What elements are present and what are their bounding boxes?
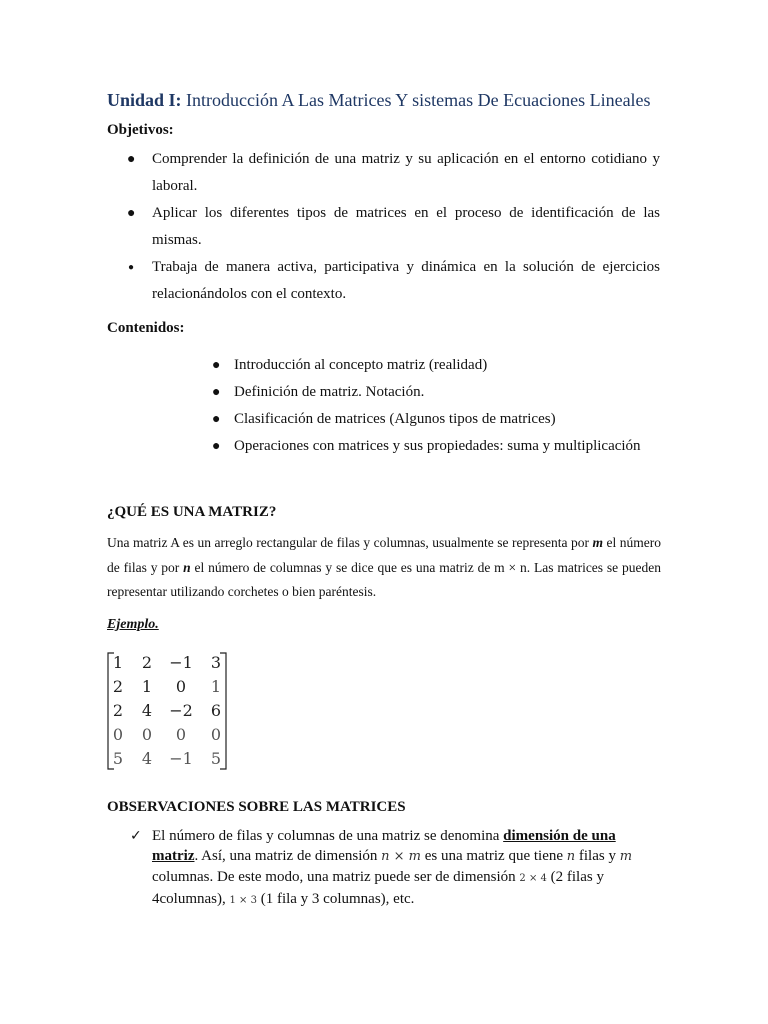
matrix-cell: 1 <box>141 677 153 696</box>
matrix-cell: −1 <box>169 653 193 672</box>
dim-nxm: n × m <box>381 849 421 864</box>
matrix-cell: 0 <box>175 677 187 696</box>
matrix-cell: −1 <box>169 749 193 768</box>
bullet-icon: ● <box>128 262 135 273</box>
m-symbol: m <box>592 535 604 550</box>
matrix-cell: 2 <box>112 701 124 720</box>
ejemplo-label: Ejemplo. <box>107 617 159 632</box>
matrix-cell: −2 <box>169 701 193 720</box>
checkmark-icon: ✓ <box>130 828 142 844</box>
bullet-icon: ● <box>127 206 136 221</box>
title-text: Introducción A Las Matrices Y sistemas De Ecuaciones Lineales <box>186 90 651 110</box>
example-matrix <box>106 651 232 771</box>
list-item: ● Clasificación de matrices (Algunos tipos de matrices) <box>212 406 641 433</box>
dimension-term: dimensión de una matriz <box>152 828 616 864</box>
matrix-cell: 1 <box>210 677 222 696</box>
matrix-svg <box>106 651 232 771</box>
matrix-cell: 0 <box>141 725 153 744</box>
list-item: ● Trabaja de manera activa, participativa y dinámica en la solución de ejercicios relacionándolos con el contexto. <box>107 254 660 308</box>
list-item: ● Introducción al concepto matriz (realidad) <box>212 352 641 379</box>
matrix-cell: 6 <box>210 701 222 720</box>
list-item: ● Definición de matriz. Notación. <box>212 379 641 406</box>
definition-paragraph: Una matriz A es un arreglo rectangular de filas y columnas, usualmente se representa por m el número de filas y por n el número de columnas y se dice que es una matriz de m × n. Las matrices se pueden representar utilizando corchetes o bien paréntesis. <box>107 535 662 599</box>
matrix-cell: 0 <box>112 725 124 744</box>
bullet-icon: ● <box>212 385 221 400</box>
contenidos-heading: Contenidos: <box>107 320 185 336</box>
contenidos-list <box>212 352 641 460</box>
bullet-icon: ● <box>212 358 221 373</box>
que-es-heading: ¿QUÉ ES UNA MATRIZ? <box>107 504 277 520</box>
page-title <box>107 90 651 111</box>
n-symbol: n <box>183 559 191 575</box>
matrix-cell: 4 <box>141 701 153 720</box>
matrix-cell: 2 <box>141 653 153 672</box>
matrix-cell: 4 <box>141 749 153 768</box>
list-item: ● Comprender la definición de una matriz y su aplicación en el entorno cotidiano y laboral. <box>107 146 660 200</box>
matrix-cell: 2 <box>112 677 124 696</box>
list-item: ✓ El número de filas y columnas de una matriz se denomina dimensión de una matriz. Así, una matriz de dimensión n × m es una matriz que tiene n filas y m columnas. De este modo, una matriz puede ser de dimensión 2 × 4 (2 filas y 4columnas), 1 × 3 (1 fila y 3 columnas), etc. <box>130 828 633 907</box>
list-item: ● Aplicar los diferentes tipos de matrices en el proceso de identificación de las mismas. <box>107 200 660 254</box>
dim-1x3: 1 × 3 <box>229 895 257 906</box>
matrix-cell: 3 <box>210 653 222 672</box>
matrix-cell: 0 <box>175 725 187 744</box>
objetivos-heading: Objetivos: <box>107 122 174 138</box>
bullet-icon: ● <box>127 152 136 167</box>
list-item: ● Operaciones con matrices y sus propiedades: suma y multiplicación <box>212 433 641 460</box>
n-variable: n <box>566 849 576 864</box>
observaciones-heading: OBSERVACIONES SOBRE LAS MATRICES <box>107 799 406 815</box>
bullet-icon: ● <box>212 412 221 427</box>
dim-2x4: 2 × 4 <box>519 873 547 884</box>
m-variable: m <box>619 849 633 864</box>
matrix-cell: 0 <box>210 725 222 744</box>
bullet-icon: ● <box>212 439 221 454</box>
matrix-cell: 1 <box>112 653 124 672</box>
matrix-cell: 5 <box>112 749 124 768</box>
matrix-cell: 5 <box>210 749 222 768</box>
objetivos-list <box>107 146 660 308</box>
unit-label: Unidad I: <box>107 90 182 110</box>
observaciones-list <box>130 826 660 911</box>
